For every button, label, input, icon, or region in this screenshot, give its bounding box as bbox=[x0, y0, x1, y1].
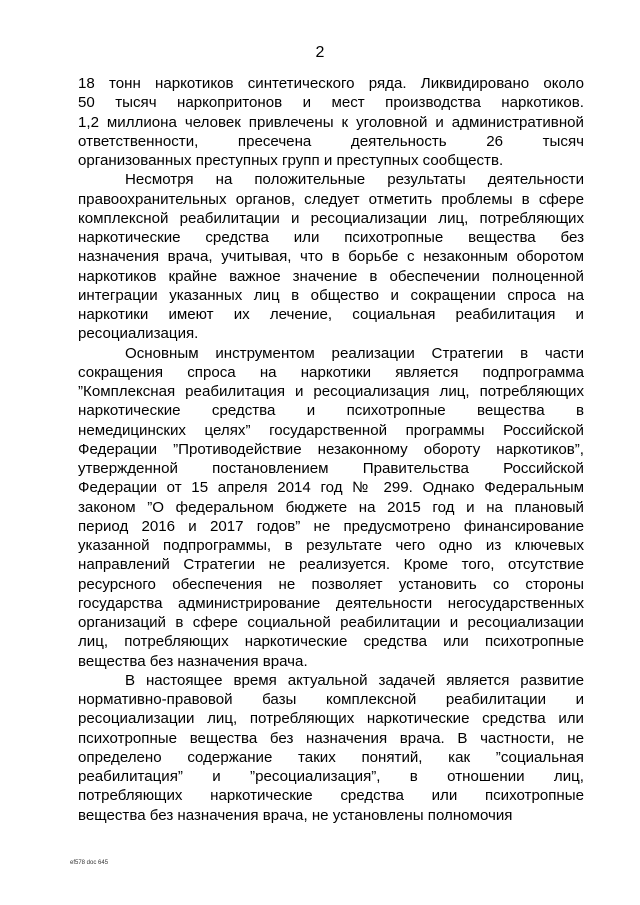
text-line: ресоциализации лиц, потребляющих наркотические средства или bbox=[78, 710, 584, 728]
text-line: 50 тысяч наркопритонов и мест производства наркотиков. bbox=[78, 94, 584, 112]
text-line: Несмотря на положительные результаты деятельности bbox=[125, 171, 584, 189]
text-line: нормативно-правовой базы комплексной реабилитации и bbox=[78, 691, 584, 708]
paragraph bbox=[78, 671, 584, 825]
text-line: интеграции указанных лиц в общество и сокращении спроса на bbox=[78, 286, 584, 304]
text-line: организованных преступных групп и преступных сообществ. bbox=[78, 152, 504, 169]
text-line: ресурсного обеспечения не позволяет установить со стороны bbox=[78, 575, 584, 593]
text-line: лиц, потребляющих наркотические средства или психотропные bbox=[78, 633, 584, 651]
text-line: В настоящее время актуальной задачей является развитие bbox=[125, 671, 584, 689]
text-line: законом ”О федеральном бюджете на 2015 год и на плановый bbox=[78, 498, 584, 516]
text-line: 18 тонн наркотиков синтетического ряда. Ликвидировано около bbox=[78, 75, 584, 92]
footer-document-code: ef578 doc 645 bbox=[70, 860, 109, 866]
text-line: организаций в сфере социальной реабилитации и ресоциализации bbox=[78, 614, 584, 631]
text-line: период 2016 и 2017 годов” не предусмотрено финансирование bbox=[78, 517, 584, 535]
text-line: наркотические средства и психотропные вещества в bbox=[78, 402, 584, 420]
text-line: реабилитация” и ”ресоциализация”, в отношении лиц, bbox=[78, 768, 584, 785]
text-line: сокращения спроса на наркотики является подпрограмма bbox=[78, 363, 584, 381]
text-line: указанной подпрограммы, в результате чего одно из ключевых bbox=[78, 537, 584, 554]
text-line: Федерации от 15 апреля 2014 год № 299. Однако Федеральным bbox=[78, 479, 584, 497]
text-line: наркотиков крайне важное значение в обеспечении полноценной bbox=[78, 267, 584, 285]
text-line: Федерации ”Противодействие незаконному обороту наркотиков”, bbox=[78, 440, 584, 458]
text-line: наркотические средства или психотропные вещества без bbox=[78, 229, 584, 246]
text-line: немедицинских целях” государственной программы Российской bbox=[78, 421, 584, 439]
text-line: вещества без назначения врача, не установлены полномочия bbox=[78, 806, 513, 824]
paragraph bbox=[78, 344, 584, 671]
text-line: ответственности, пресечена деятельность 26 тысяч bbox=[78, 132, 584, 150]
text-line: ресоциализация. bbox=[78, 325, 199, 343]
text-line: Основным инструментом реализации Стратегии в части bbox=[125, 344, 584, 362]
text-line: правоохранительных органов, следует отметить проблемы в сфере bbox=[78, 190, 584, 208]
text-line: психотропные вещества без назначения врача. В частности, не bbox=[78, 729, 584, 747]
text-line: наркотики имеют их лечение, социальная реабилитация и bbox=[78, 306, 584, 323]
document-body bbox=[78, 74, 584, 825]
text-line: комплексной реабилитации и ресоциализации лиц, потребляющих bbox=[78, 209, 584, 227]
text-line: потребляющих наркотические средства или психотропные bbox=[78, 787, 584, 805]
text-line: 1,2 миллиона человек привлечены к уголовной и административной bbox=[78, 113, 584, 131]
paragraph bbox=[78, 74, 584, 170]
text-line: государства администрирование деятельности негосударственных bbox=[78, 594, 584, 612]
text-line: вещества без назначения врача. bbox=[78, 652, 308, 670]
text-line: определено содержание таких понятий, как ”социальная bbox=[78, 748, 584, 766]
text-line: направлений Стратегии не реализуется. Кроме того, отсутствие bbox=[78, 556, 584, 574]
text-line: ”Комплексная реабилитация и ресоциализация лиц, потребляющих bbox=[78, 383, 584, 400]
paragraph bbox=[78, 170, 584, 343]
page-number: 2 bbox=[315, 44, 325, 61]
text-line: назначения врача, учитывая, что в борьбе с незаконным оборотом bbox=[78, 248, 584, 266]
text-line: утвержденной постановлением Правительства Российской bbox=[78, 460, 584, 477]
